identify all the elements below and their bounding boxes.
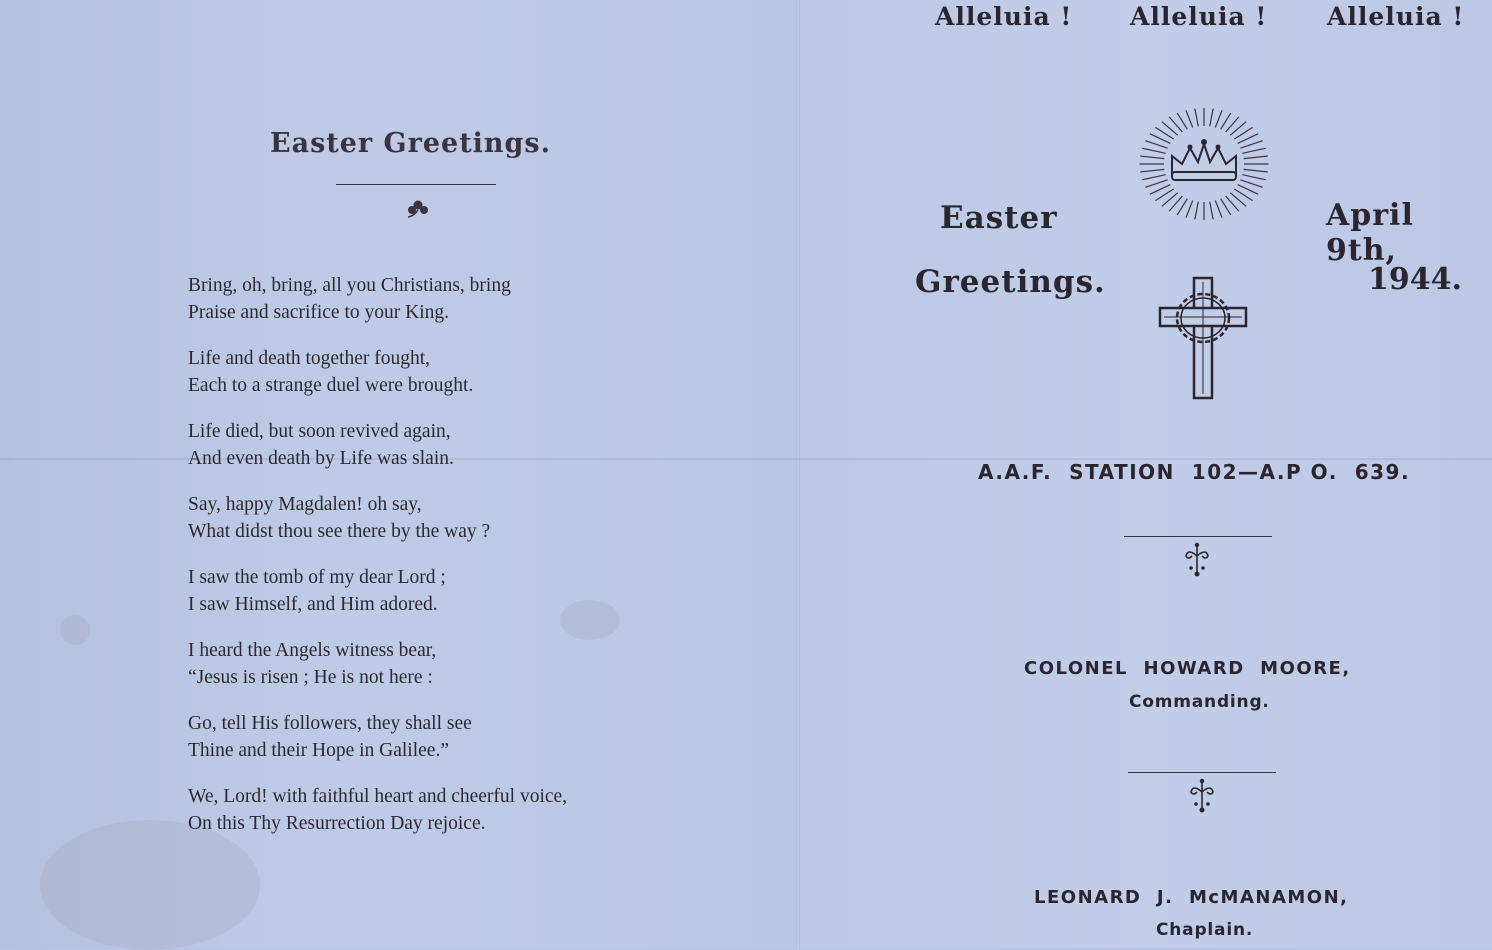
alleluia-1: Alleluia ! [935,2,1073,31]
poem-line: Praise and sacrifice to your King. [188,302,450,323]
poem-line: What didst thou see there by the way ? [188,521,491,542]
poem-line: We, Lord! with faithful heart and cheerful voice, [188,786,568,807]
chaplain-name: LEONARD J. McMANAMON, [1034,887,1349,908]
fleuron-icon [1182,542,1212,578]
vertical-fold [796,0,800,948]
poem-stanza [188,637,708,691]
poem-line: Thine and their Hope in Galilee.” [188,740,449,761]
poem-line: “Jesus is risen ; He is not here : [188,667,433,688]
poem-stanza [188,345,708,399]
paper-stain [60,615,90,645]
poem-stanza [188,564,708,618]
year-line: 1944. [1368,262,1462,297]
fleuron-icon [1187,778,1217,814]
cross-with-crown-of-thorns-icon [1156,276,1250,402]
left-title: Easter Greetings. [270,128,552,159]
poem-stanza [188,418,708,472]
poem-line: Go, tell His followers, they shall see [188,713,472,734]
easter-heading: Easter [940,200,1058,236]
poem-stanza [188,783,708,837]
poem-line: Bring, oh, bring, all you Christians, bring [188,275,511,296]
alleluia-3: Alleluia ! [1327,2,1465,31]
commander-role: Commanding. [1129,692,1270,712]
rule-2 [1128,772,1276,773]
poem-line: Life died, but soon revived again, [188,421,451,442]
poem-line: I heard the Angels witness bear, [188,640,437,661]
date-line: April 9th, [1326,198,1414,268]
poem-line: And even death by Life was slain. [188,448,454,469]
poem-line: On this Thy Resurrection Day rejoice. [188,813,486,834]
poem-line: I saw the tomb of my dear Lord ; [188,567,446,588]
commander-name: COLONEL HOWARD MOORE, [1024,658,1351,679]
poem [188,272,708,856]
poem-stanza [188,272,708,326]
trefoil-ornament-icon [404,198,432,220]
station-line: A.A.F. STATION 102—A.P O. 639. [978,460,1411,484]
poem-line: Each to a strange duel were brought. [188,375,474,396]
greetings-heading: Greetings. [915,264,1106,300]
poem-line: I saw Himself, and Him adored. [188,594,438,615]
poem-stanza [188,491,708,545]
poem-stanza [188,710,708,764]
poem-line: Say, happy Magdalen! oh say, [188,494,422,515]
left-title-rule [336,184,496,185]
chaplain-role: Chaplain. [1156,920,1254,940]
rule-1 [1124,536,1272,537]
alleluia-2: Alleluia ! [1130,2,1268,31]
crown-icon [1134,104,1274,222]
poem-line: Life and death together fought, [188,348,431,369]
